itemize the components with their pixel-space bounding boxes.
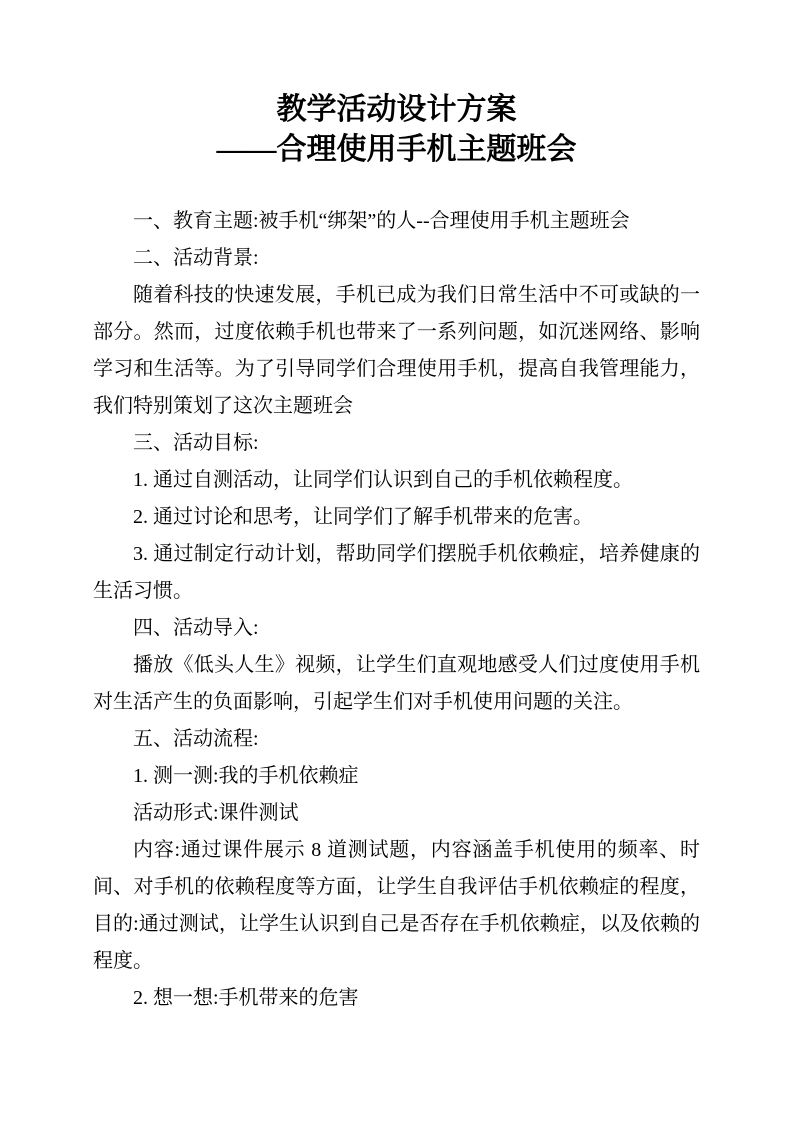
document-title-line-2: ——合理使用手机主题班会 bbox=[216, 133, 577, 166]
paragraph: 四、活动导入: bbox=[133, 617, 259, 639]
paragraph: 1. 测一测:我的手机依赖症 bbox=[133, 765, 359, 787]
paragraph: 二、活动背景: bbox=[133, 247, 259, 269]
paragraph: 五、活动流程: bbox=[133, 728, 259, 750]
paragraph: 活动形式:课件测试 bbox=[133, 802, 299, 824]
paragraph: 2. 通过讨论和思考，让同学们了解手机带来的危害。 bbox=[133, 506, 593, 528]
paragraph: 播放《低头人生》视频，让学生们直观地感受人们过度使用手机对生活产生的负面影响，引起学生们对手机使用问题的关注。 bbox=[93, 654, 700, 713]
paragraph: 3. 通过制定行动计划，帮助同学们摆脱手机依赖症，培养健康的生活习惯。 bbox=[93, 543, 700, 602]
paragraph: 三、活动目标: bbox=[133, 432, 259, 454]
document-title bbox=[93, 90, 700, 170]
paragraph: 随着科技的快速发展，手机已成为我们日常生活中不可或缺的一部分。然而，过度依赖手机也带来了一系列问题，如沉迷网络、影响学习和生活等。为了引导同学们合理使用手机，提高自我管理能力，我们特别策划了这次主题班会 bbox=[93, 284, 700, 417]
document-body bbox=[93, 203, 700, 1017]
paragraph: 1. 通过自测活动，让同学们认识到自己的手机依赖程度。 bbox=[133, 469, 633, 491]
paragraph: 内容:通过课件展示 8 道测试题，内容涵盖手机使用的频率、时间、对手机的依赖程度等方面，让学生自我评估手机依赖症的程度，目的:通过测试，让学生认识到自己是否存在手机依赖症，以及依赖的程度。 bbox=[93, 839, 700, 972]
paragraph: 一、教育主题:被手机“绑架”的人--合理使用手机主题班会 bbox=[133, 210, 630, 232]
paragraph: 2. 想一想:手机带来的危害 bbox=[133, 987, 359, 1009]
document-title-line-1: 教学活动设计方案 bbox=[276, 93, 517, 126]
